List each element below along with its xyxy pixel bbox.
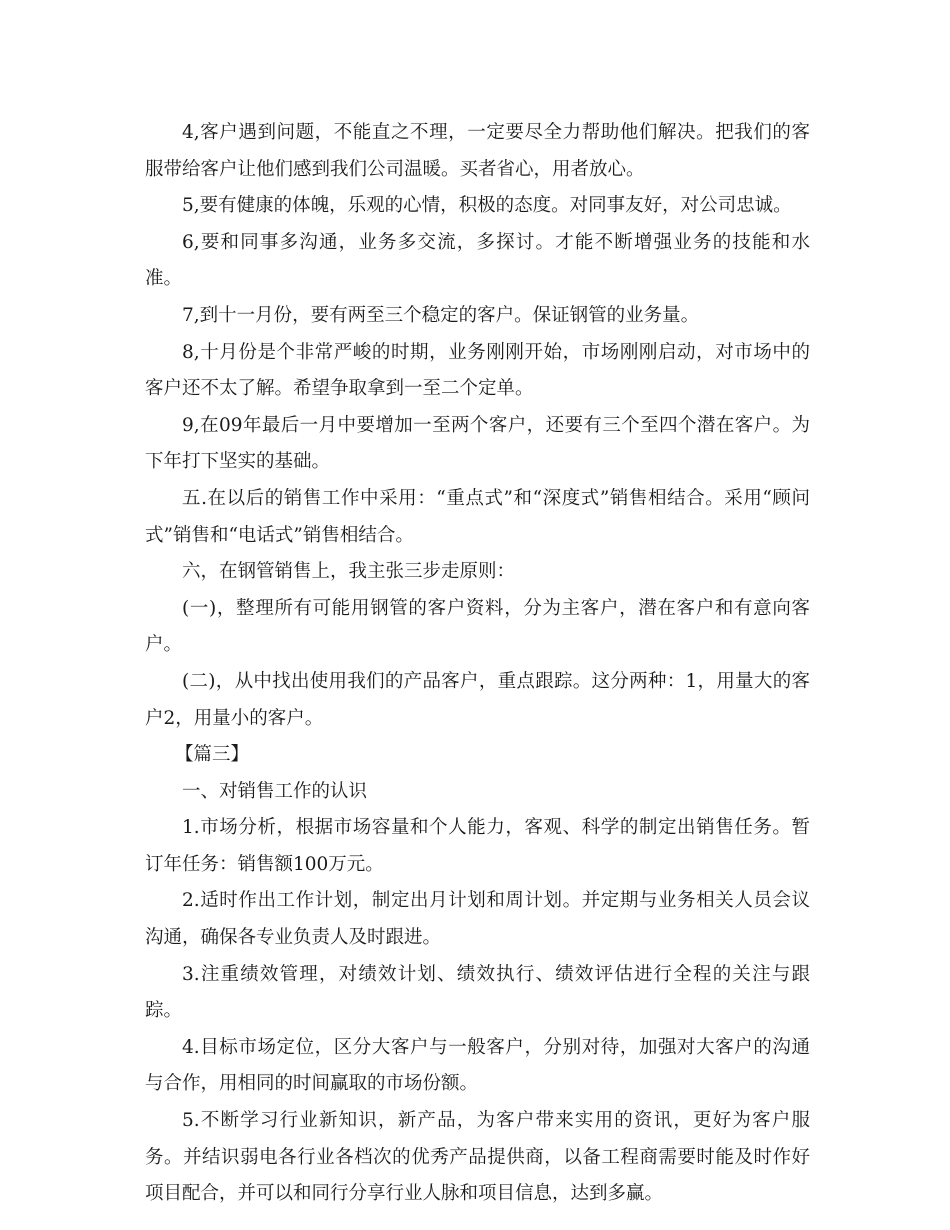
paragraph-step-two: (二)，从中找出使用我们的产品客户，重点跟踪。这分两种：1，用量大的客户2，用量小的客户。 xyxy=(145,670,810,729)
paragraph-section-five: 五.在以后的销售工作中采用：“重点式”和“深度式”销售相结合。采用“顾问式”销售和“电话式”销售相结合。 xyxy=(145,487,810,546)
paragraph-item-9: 9,在09年最后一月中要增加一至两个客户，还要有三个至四个潜在客户。为下年打下坚实的基础。 xyxy=(145,414,810,473)
paragraph-section-six: 六，在钢管销售上，我主张三步走原则： xyxy=(182,561,516,583)
paragraph-item-4: 4,客户遇到问题，不能直之不理，一定要尽全力帮助他们解决。把我们的客服带给客户让他们感到我们公司温暖。买者省心，用者放心。 xyxy=(145,122,810,180)
paragraph-item-8: 8,十月份是个非常严峻的时期，业务刚刚开始，市场刚刚启动，对市场中的客户还不太了解。希望争取拿到一至二个定单。 xyxy=(145,341,810,400)
paragraph-point-5: 5.不断学习行业新知识，新产品，为客户带来实用的资讯，更好为客户服务。并结识弱电各行业各档次的优秀产品提供商，以备工程商需要时能及时作好项目配合，并可以和同行分享行业人脉和项目信息，达到多赢。 xyxy=(145,1110,810,1205)
paragraph-item-6: 6,要和同事多沟通，业务多交流，多探讨。才能不断增强业务的技能和水准。 xyxy=(145,231,810,290)
section-heading: 【篇三】 xyxy=(175,744,250,766)
paragraph-item-5: 5,要有健康的体魄，乐观的心情，积极的态度。对同事友好，对公司忠诚。 xyxy=(182,195,792,217)
paragraph-point-4: 4.目标市场定位，区分大客户与一般客户，分别对待，加强对大客户的沟通与合作，用相同的时间赢取的市场份额。 xyxy=(145,1036,810,1095)
paragraph-point-3: 3.注重绩效管理，对绩效计划、绩效执行、绩效评估进行全程的关注与跟踪。 xyxy=(145,963,810,1022)
subsection-title: 一、对销售工作的认识 xyxy=(182,780,368,802)
document-body xyxy=(145,115,810,1213)
paragraph-step-one: (一)，整理所有可能用钢管的客户资料，分为主客户，潜在客户和有意向客户。 xyxy=(145,597,810,656)
paragraph-point-1: 1.市场分析，根据市场容量和个人能力，客观、科学的制定出销售任务。暂订年任务：销售额100万元。 xyxy=(145,817,810,875)
paragraph-item-7: 7,到十一月份，要有两至三个稳定的客户。保证钢管的业务量。 xyxy=(182,304,700,326)
paragraph-point-2: 2.适时作出工作计划，制定出月计划和周计划。并定期与业务相关人员会议沟通，确保各专业负责人及时跟进。 xyxy=(145,890,810,949)
